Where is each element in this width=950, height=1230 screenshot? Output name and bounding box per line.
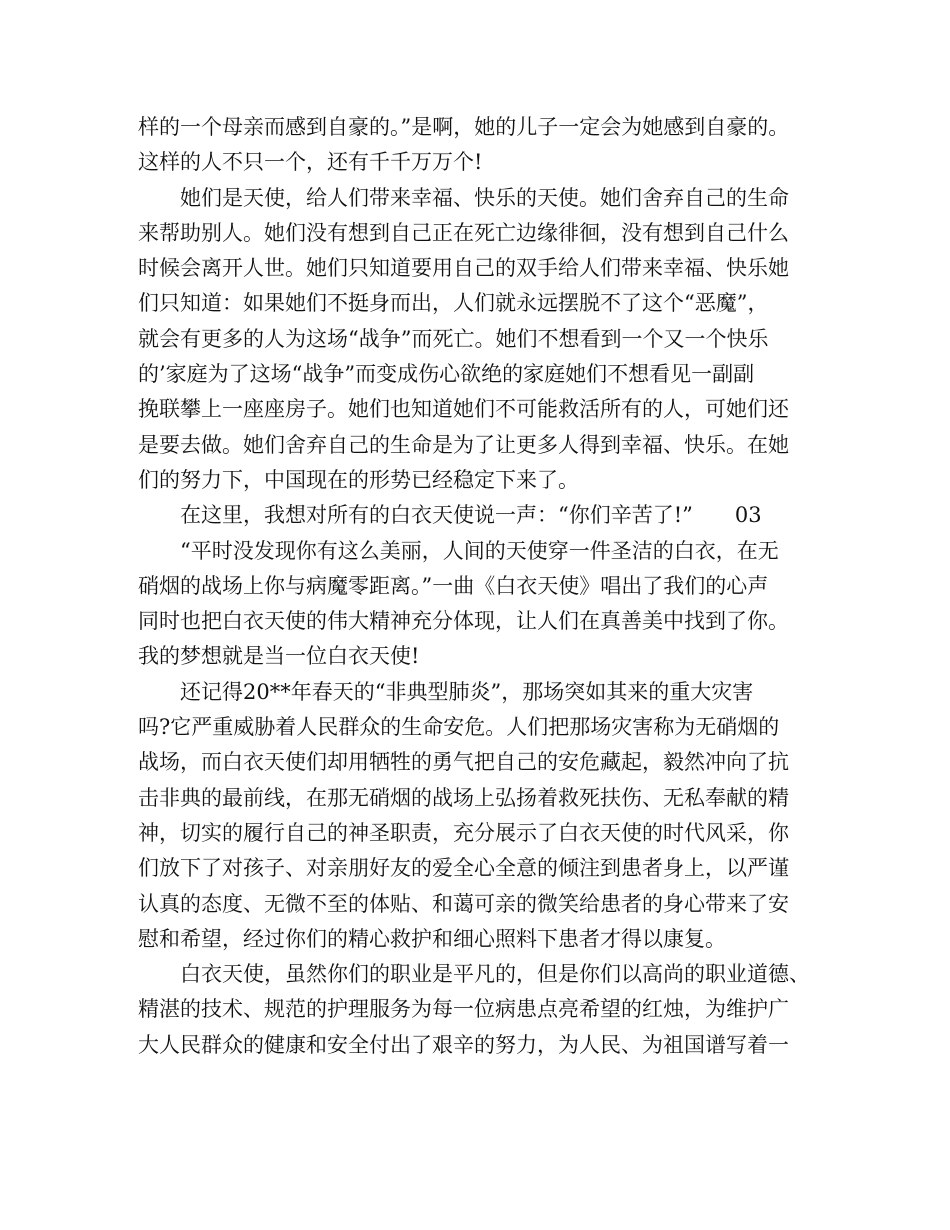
- text-line: 们放下了对孩子、对亲朋好友的爱全心全意的倾注到患者身上，以严谨: [138, 856, 789, 881]
- text-line: “平时没发现你有这么美丽，人间的天使穿一件圣洁的白衣，在无: [180, 538, 779, 563]
- document-body-text: [138, 110, 828, 1063]
- text-line: 慰和希望，经过你们的精心救护和细心照料下患者才得以康复。: [138, 926, 726, 951]
- text-line: 战场，而白衣天使们却用牺牲的勇气把自己的安危藏起，毅然冲向了抗: [138, 750, 789, 775]
- text-line: 时候会离开人世。她们只知道要用自己的双手给人们带来幸福、快乐她: [138, 256, 789, 281]
- text-line: 的’家庭为了这场“战争”而变成伤心欲绝的家庭她们不想看见一副副: [138, 362, 755, 387]
- text-line: 就会有更多的人为这场“战争”而死亡。她们不想看到一个又一个快乐: [138, 326, 769, 351]
- text-line: 样的一个母亲而感到自豪的。”是啊，她的儿子一定会为她感到自豪的。: [138, 115, 790, 139]
- text-line: 这样的人不只一个，还有千千万万个!: [138, 150, 483, 175]
- text-line: 同时也把白衣天使的伟大精神充分体现，让人们在真善美中找到了你。: [138, 609, 789, 634]
- text-line: 神，切实的履行自己的神圣职责，充分展示了白衣天使的时代风采，你: [138, 820, 789, 845]
- text-line: 们只知道：如果她们不挺身而出，人们就永远摆脱不了这个“恶魔”，: [138, 291, 769, 316]
- text-line: 大人民群众的健康和安全付出了艰辛的努力，为人民、为祖国谱写着一: [138, 1032, 789, 1057]
- text-line: 认真的态度、无微不至的体贴、和蔼可亲的微笑给患者的身心带来了安: [138, 891, 789, 916]
- text-line: 我的梦想就是当一位白衣天使!: [138, 644, 420, 669]
- text-line: 们的努力下，中国现在的形势已经稳定下来了。: [138, 467, 579, 492]
- text-line: 白衣天使，虽然你们的职业是平凡的，但是你们以高尚的职业道德、: [180, 962, 810, 987]
- text-line: 她们是天使，给人们带来幸福、快乐的天使。她们舍弃自己的生命: [180, 185, 789, 210]
- text-line: 是要去做。她们舍弃自己的生命是为了让更多人得到幸福、快乐。在她: [138, 432, 789, 457]
- text-line: 还记得20**年春天的“非典型肺炎”，那场突如其来的重大灾害: [180, 679, 754, 704]
- text-line: 在这里，我想对所有的白衣天使说一声：“你们辛苦了!” 03: [180, 503, 762, 528]
- text-line: 挽联攀上一座座房子。她们也知道她们不可能救活所有的人，可她们还: [138, 397, 789, 422]
- text-line: 击非典的最前线，在那无硝烟的战场上弘扬着救死扶伤、无私奉献的精: [138, 785, 789, 810]
- text-line: 吗?它严重威胁着人民群众的生命安危。人们把那场灾害称为无硝烟的: [138, 715, 780, 740]
- text-line: 精湛的技术、规范的护理服务为每一位病患点亮希望的红烛，为维护广: [138, 997, 789, 1022]
- text-line: 硝烟的战场上你与病魔零距离。”一曲《白衣天使》唱出了我们的心声: [138, 573, 769, 598]
- text-line: 来帮助别人。她们没有想到自己正在死亡边缘徘徊，没有想到自己什么: [138, 220, 789, 245]
